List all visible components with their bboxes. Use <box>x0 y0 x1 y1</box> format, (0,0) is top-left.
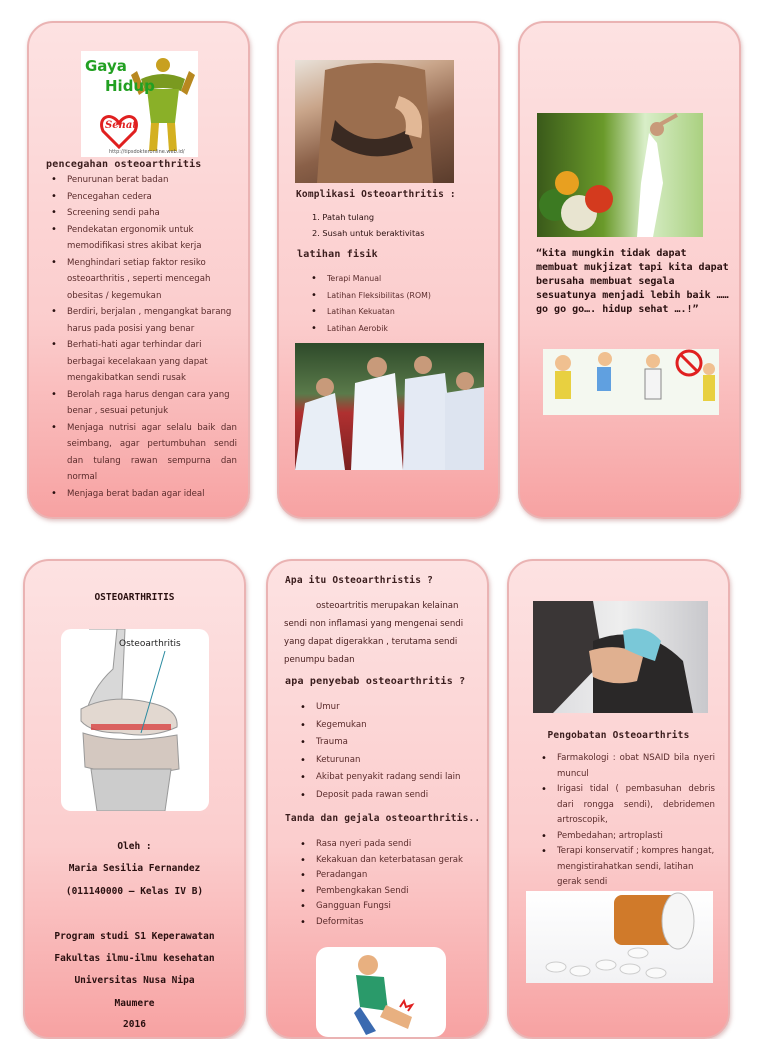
exercise-heading: latihan fisik <box>297 249 378 260</box>
list-item: • Pembengkakan Sendi <box>294 884 479 900</box>
list-item: • Screening sendi paha <box>45 205 237 222</box>
pills-photo <box>526 891 713 983</box>
list-item: • Terapi konservatif ; kompres hangat, mengistirahatkan sendi, latihan gerak sendi <box>535 844 715 891</box>
list-item: • Kegemukan <box>294 717 479 735</box>
panel-treatment <box>507 559 730 1039</box>
complications-heading: Komplikasi Osteoarthritis : <box>296 189 456 200</box>
list-item: • Berolah raga harus dengan cara yang benar , sesuai petunjuk <box>45 387 237 420</box>
list-item: 1. Patah tulang <box>312 212 375 222</box>
list-item: • Menghindari setiap faktor resiko osteoarthritis , seperti mencegah obesitas / kegemukan <box>45 255 237 305</box>
list-item: • Rasa nyeri pada sendi <box>294 837 479 853</box>
vegetables-stretch-photo <box>537 113 703 237</box>
list-item: • Terapi Manual <box>305 271 475 288</box>
list-item: • Latihan Kekuatan <box>305 304 475 321</box>
list-item: • Trauma <box>294 734 479 752</box>
panel-quote <box>518 21 741 519</box>
panel-definition <box>266 559 489 1039</box>
panel-cover <box>23 559 246 1039</box>
faculty: Fakultas ilmu-ilmu kesehatan <box>54 953 215 964</box>
panel-complications <box>277 21 500 519</box>
complications-list <box>312 209 482 241</box>
list-item: • Umur <box>294 699 479 717</box>
prevention-heading: pencegahan osteoarthritis <box>46 159 202 170</box>
image-label: Osteoarthritis <box>119 639 181 649</box>
list-item: • Menjaga nutrisi agar selalu baik dan seimbang, agar pertumbuhan sendi dan tulang rawan sempurna dan normal <box>45 420 237 486</box>
panel-prevention <box>27 21 250 519</box>
list-item: • Latihan Aerobik <box>305 321 475 338</box>
list-item: • Penurunan berat badan <box>45 172 237 189</box>
treatment-list <box>535 751 715 891</box>
causes-list <box>294 699 479 804</box>
definition-text: osteoartritis merupakan kelainan sendi non inflamasi yang mengenai sendi yang dapat digerakkan , terutama sendi penumpu badan <box>284 601 464 665</box>
list-item: • Deformitas <box>294 915 479 931</box>
author-name: Maria Sesilia Fernandez <box>68 863 201 874</box>
treatment-heading: Pengobatan Osteoarthrits <box>547 730 690 741</box>
list-item: • Berdiri, berjalan , mengangkat barang harus pada posisi yang benar <box>45 304 237 337</box>
cover-title: OSTEOARTHRITIS <box>94 592 175 603</box>
student-id: (011140000 – Kelas IV B) <box>65 886 204 897</box>
causes-question: apa penyebab osteoarthritis ? <box>285 676 466 687</box>
list-item: • Berhati-hati agar terhindar dari berbagai kecelakaan yang dapat mengakibatkan sendi rusak <box>45 337 237 387</box>
list-item: • Keturunan <box>294 752 479 770</box>
signs-list <box>294 837 479 930</box>
list-item: • Farmakologi : obat NSAID bila nyeri muncul <box>535 751 715 782</box>
list-item: • Kekakuan dan keterbatasan gerak <box>294 853 479 869</box>
logo-sehat: Sehat <box>105 120 137 131</box>
city: Maumere <box>114 998 155 1009</box>
list-item: • Peradangan <box>294 868 479 884</box>
university: Universitas Nusa Nipa <box>74 975 195 986</box>
study-program: Program studi S1 Keperawatan <box>54 931 215 942</box>
logo-url: http://tipsdokteronline.web.id/ <box>109 149 185 155</box>
list-item: 2. Susah untuk beraktivitas <box>312 228 425 238</box>
list-item: • Pendekatan ergonomik untuk memodifikasi stres akibat kerja <box>45 222 237 255</box>
healthy-habits-illustration <box>543 349 719 415</box>
list-item: • Pembedahan; artroplasti <box>535 829 715 845</box>
knee-compress-photo <box>533 601 708 713</box>
definition-question: Apa itu Osteoarthristis ? <box>285 575 433 586</box>
logo-hidup: Hidup <box>105 77 155 95</box>
list-item: • Deposit pada rawan sendi <box>294 787 479 805</box>
list-item: • Pencegahan cedera <box>45 189 237 206</box>
list-item: • Menjaga berat badan agar ideal <box>45 486 237 503</box>
healthy-lifestyle-logo <box>81 51 198 157</box>
year: 2016 <box>123 1019 146 1030</box>
list-item: • Irigasi tidal ( pembasuhan debris dari rongga sendi), debridemen artroscopik, <box>535 782 715 829</box>
list-item: • Latihan Fleksibilitas (ROM) <box>305 288 475 305</box>
signs-question: Tanda dan gejala osteoarthritis.. <box>285 813 481 824</box>
group-exercise-photo <box>295 343 484 470</box>
logo-gaya: Gaya <box>85 57 127 75</box>
prevention-list <box>45 172 237 502</box>
back-pain-photo <box>295 60 454 183</box>
exercise-list <box>305 271 475 337</box>
list-item: • Gangguan Fungsi <box>294 899 479 915</box>
motivation-quote: “kita mungkin tidak dapat membuat mukjizat tapi kita dapat berusaha membuat segala sesuatunya menjadi lebih baik ……go go go…. hidup sehat ….!” <box>536 248 729 315</box>
osteoarthritis-knee-image <box>61 629 209 811</box>
list-item: • Akibat penyakit radang sendi lain <box>294 769 479 787</box>
by-label: Oleh : <box>117 841 152 852</box>
